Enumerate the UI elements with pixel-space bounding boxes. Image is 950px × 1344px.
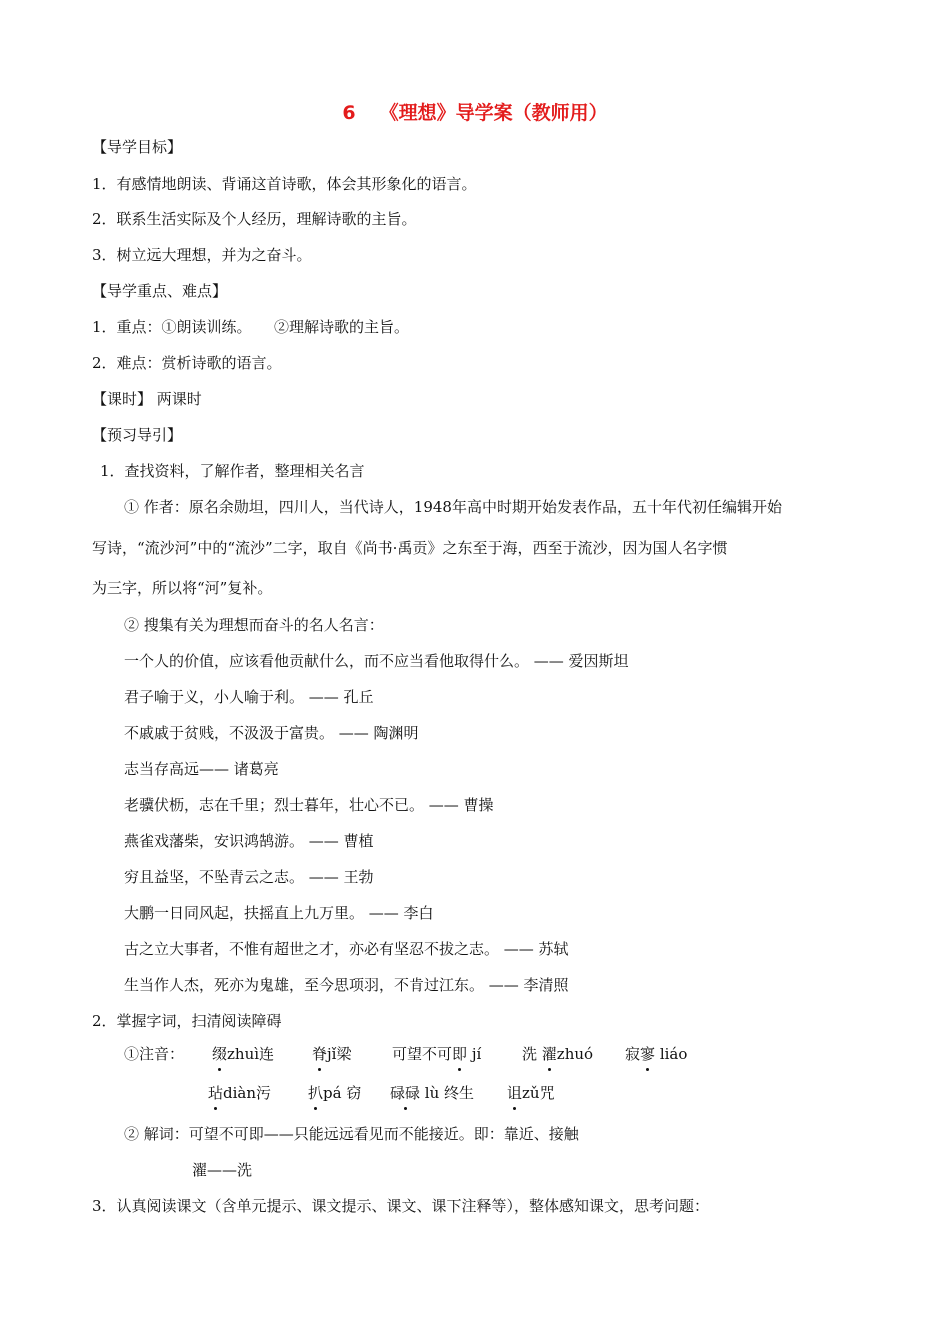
quote-line: 不戚戚于贫贱，不汲汲于富贵。 —— 陶渊明	[124, 724, 419, 742]
pinyin-word	[522, 1044, 593, 1064]
pinyin-label: ①注音：	[124, 1045, 185, 1063]
pinyin-word	[308, 1083, 361, 1103]
word-rest: 梁	[336, 1045, 352, 1063]
dotted-char: 碌碌	[390, 1084, 421, 1102]
pinyin-text: zǔ	[522, 1084, 540, 1102]
pinyin-text: lù	[424, 1084, 440, 1102]
pinyin-text: zhuì	[227, 1045, 260, 1063]
pinyin-text: zhuó	[556, 1045, 594, 1063]
section-heading-goals: 【导学目标】	[92, 138, 183, 156]
dotted-char: 缀	[212, 1045, 228, 1063]
pinyin-word	[208, 1083, 271, 1103]
quote-line: 穷且益坚，不坠青云之志。 —— 王勃	[124, 868, 374, 886]
word-rest: 终生	[444, 1084, 475, 1102]
dotted-char: 脊	[312, 1045, 328, 1063]
preview-question-1: 1．查找资料，了解作者，整理相关名言	[100, 462, 365, 480]
keypoint-item: 2．难点：赏析诗歌的语言。	[92, 354, 282, 372]
word-explanation: ② 解词：可望不可即——只能远远看见而不能接近。即：靠近、接触	[124, 1125, 579, 1143]
page-title	[0, 100, 950, 126]
pinyin-text: liáo	[659, 1045, 688, 1063]
dotted-char: 即	[452, 1045, 468, 1063]
lesson-hours-value: 两课时	[156, 390, 202, 408]
quote-line: 生当作人杰，死亦为鬼雄，至今思项羽，不肯过江东。 —— 李清照	[124, 976, 569, 994]
word-prefix: 寂	[625, 1045, 641, 1063]
author-paragraph-line: 为三字，所以将“河”复补。	[92, 579, 273, 597]
pinyin-word	[390, 1083, 474, 1103]
word-prefix: 可望不可	[392, 1045, 453, 1063]
dotted-char: 诅	[507, 1084, 523, 1102]
goal-item: 2．联系生活实际及个人经历，理解诗歌的主旨。	[92, 210, 417, 228]
quote-line: 志当存高远—— 诸葛亮	[124, 760, 279, 778]
section-lesson-hours	[92, 389, 202, 409]
goal-item: 3．树立远大理想，并为之奋斗。	[92, 246, 312, 264]
goal-item: 1．有感情地朗读、背诵这首诗歌，体会其形象化的语言。	[92, 175, 477, 193]
author-paragraph-line: ① 作者：原名余勋坦，四川人，当代诗人，1948年高中时期开始发表作品，五十年代初任编辑开始	[124, 498, 782, 516]
keypoint-item: 1．重点：①朗读训练。 ②理解诗歌的主旨。	[92, 318, 410, 336]
pinyin-word	[507, 1083, 555, 1103]
word-rest: 污	[256, 1084, 272, 1102]
preview-question-2: 2．掌握字词，扫清阅读障碍	[92, 1012, 282, 1030]
pinyin-word	[625, 1044, 687, 1064]
quote-line: 古之立大事者，不惟有超世之才，亦必有坚忍不拔之志。 —— 苏轼	[124, 940, 569, 958]
word-explanation-2: 濯——洗	[192, 1161, 253, 1179]
quote-line: 老骥伏枥，志在千里；烈士暮年，壮心不已。 —— 曹操	[124, 796, 494, 814]
quotes-heading: ② 搜集有关为理想而奋斗的名人名言：	[124, 616, 384, 634]
pinyin-word	[212, 1044, 274, 1064]
pinyin-word	[312, 1044, 351, 1064]
section-heading-hours: 【课时】	[92, 390, 153, 408]
quote-line: 大鹏一日同风起，扶摇直上九万里。 —— 李白	[124, 904, 434, 922]
word-prefix: 洗	[522, 1045, 542, 1063]
word-rest: 窃	[346, 1084, 362, 1102]
pinyin-text: pá	[323, 1084, 342, 1102]
title-number: 6	[342, 102, 356, 124]
word-rest: 咒	[539, 1084, 555, 1102]
dotted-char: 濯	[541, 1045, 557, 1063]
quote-line: 一个人的价值，应该看他贡献什么，而不应当看他取得什么。 —— 爱因斯坦	[124, 652, 629, 670]
section-heading-preview: 【预习导引】	[92, 426, 183, 444]
dotted-char: 玷	[208, 1084, 224, 1102]
title-text: 《理想》导学案（教师用）	[379, 102, 608, 124]
word-rest: 连	[259, 1045, 275, 1063]
quote-line: 燕雀戏藩柴，安识鸿鹄游。 —— 曹植	[124, 832, 374, 850]
dotted-char: 扒	[308, 1084, 324, 1102]
preview-question-3: 3．认真阅读课文（含单元提示、课文提示、课文、课下注释等），整体感知课文，思考问题：	[92, 1197, 710, 1215]
dotted-char: 寥	[640, 1045, 656, 1063]
quote-line: 君子喻于义，小人喻于利。 —— 孔丘	[124, 688, 374, 706]
pinyin-word	[392, 1044, 481, 1064]
author-paragraph-line: 写诗，“流沙河”中的“流沙”二字，取自《尚书·禹贡》之东至于海，西至于流沙，因为国人名字惯	[92, 539, 728, 557]
section-heading-keypoints: 【导学重点、难点】	[92, 282, 228, 300]
pinyin-text: jí	[471, 1045, 482, 1063]
pinyin-text: diàn	[223, 1084, 257, 1102]
pinyin-text: jǐ	[327, 1045, 337, 1063]
